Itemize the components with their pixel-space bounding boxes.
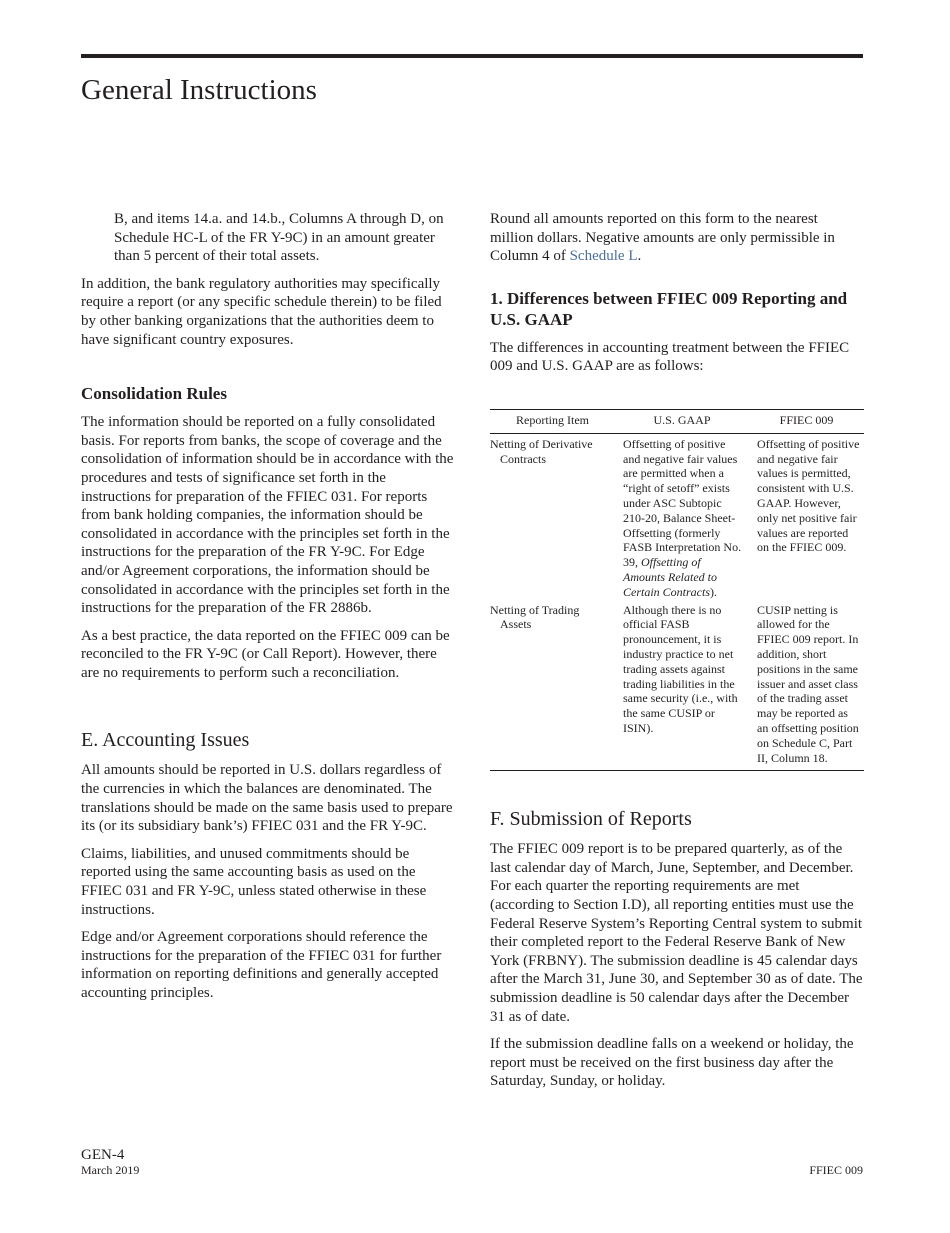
gaap-text-end: ).	[710, 584, 718, 599]
right-column	[490, 210, 864, 1100]
submission-paragraph-1: The FFIEC 009 report is to be prepared quarterly, as of the last calendar day of March, June, September, and December. For each quarter the reporting requirements are met (according to Section I.D), all reporting entities must use the Federal Reserve System’s Reporting Central system to submit their completed report to the Federal Reserve Bank of New York (FRBNY). The submission deadline is 45 calendar days after the March 31, June 30, and September 30 as of date. The submission deadline is 50 calendar days after the December 31 as of date.	[490, 841, 863, 1025]
rounding-end: .	[637, 248, 642, 265]
section-f-heading: F. Submission of Reports	[490, 808, 692, 831]
table-row	[490, 433, 864, 599]
accounting-paragraph-2: Claims, liabilities, and unused commitments should be reported using the same accounting basis as used on the FFIEC 031 and FR Y-9C, unless stated otherwise in these instructions.	[81, 845, 427, 918]
table-cell-item: Netting of Derivative Contracts	[490, 436, 593, 466]
consolidation-paragraph-2: As a best practice, the data reported on the FFIEC 009 can be reconciled to the FR Y-9C (or Call Report). However, there are no requirements to perform such a reconciliation.	[81, 627, 450, 681]
table-header-row	[490, 409, 864, 433]
footer-date: March 2019	[81, 1163, 140, 1177]
column-header-ffiec-009: FFIEC 009	[749, 409, 864, 433]
accounting-paragraph-3: Edge and/or Agreement corporations should reference the instructions for the preparation of the FFIEC 031 for further information on reporting definitions and generally accepted accounting principles.	[81, 929, 442, 1001]
column-header-us-gaap: U.S. GAAP	[615, 409, 749, 433]
consolidation-paragraph-1: The information should be reported on a fully consolidated basis. For reports from banks, the scope of coverage and the consolidation of information should be in accordance with the procedures and tests of significance set forth in the instructions for preparation of the FFIEC 031. For reports from bank holding companies, the information should be consolidated in accordance with the principles set forth in the instructions for the preparation of the FR Y-9C. For Edge and/or Agreement corporations, the information should be consolidated in accordance with the principles set forth in the instructions for the preparation of the FR 2886b.	[81, 414, 454, 617]
table-cell-gaap	[615, 433, 749, 599]
footer-left	[81, 1147, 139, 1177]
left-column	[81, 210, 455, 1012]
submission-paragraph-2: If the submission deadline falls on a weekend or holiday, the report must be received on the first business day after the Saturday, Sunday, or holiday.	[490, 1036, 854, 1090]
column-header-reporting-item: Reporting Item	[490, 409, 615, 433]
differences-table	[490, 409, 864, 771]
addition-paragraph: In addition, the bank regulatory authorities may specifically require a report (or any specific schedule therein) to be filed by other banking organizations that the authorities deem to have significant country exposures.	[81, 275, 442, 348]
continuation-paragraph: B, and items 14.a. and 14.b., Columns A through D, on Schedule HC-L of the FR Y-9C) in an amount greater than 5 percent of their total assets.	[114, 211, 444, 265]
consolidation-rules-heading: Consolidation Rules	[81, 384, 227, 404]
table-row	[490, 600, 864, 771]
footer-form-name: FFIEC 009	[809, 1163, 863, 1177]
gaap-italic-title: Offsetting of Amounts Related to Certain Contracts	[623, 555, 717, 599]
table-cell-gaap: Although there is no official FASB pronouncement, it is industry practice to net trading assets against trading liabilities in the same security (i.e., with the same CUSIP or ISIN).	[615, 600, 749, 771]
section-e-heading: E. Accounting Issues	[81, 729, 250, 752]
table-cell-ffiec: CUSIP netting is allowed for the FFIEC 009 report. In addition, short positions in the same issuer and asset class of the trading asset may be reported as an offsetting position on Schedule C, Part II, Column 18.	[749, 600, 864, 771]
header-rule	[81, 54, 863, 58]
accounting-paragraph-1: All amounts should be reported in U.S. dollars regardless of the currencies in which the balances are denominated. The translations should be made on the same basis used to prepare its (or its subsidiary bank’s) FFIEC 031 and the FR Y-9C.	[81, 762, 453, 835]
differences-intro: The differences in accounting treatment between the FFIEC 009 and U.S. GAAP are as follows:	[490, 339, 850, 375]
rounding-paragraph	[490, 210, 864, 266]
schedule-l-link[interactable]: Schedule L	[569, 248, 638, 265]
table-cell-item: Netting of Trading Assets	[490, 600, 615, 771]
page-number: GEN-4	[81, 1147, 125, 1163]
page-title: General Instructions	[81, 74, 317, 106]
gaap-text: Offsetting of positive and negative fair values are permitted when a “right of setoff” exists under ASC Subtopic 210-20, Balance Sheet-Offsetting (formerly FASB Interpretation No. 39,	[623, 436, 742, 570]
table-cell-ffiec: Offsetting of positive and negative fair values is permitted, consistent with U.S. GAAP. However, only net positive fair values are reported on the FFIEC 009.	[757, 436, 860, 555]
differences-heading: 1. Differences between FFIEC 009 Reporting and U.S. GAAP	[490, 288, 848, 329]
rounding-text: Round all amounts reported on this form to the nearest million dollars. Negative amounts are only permissible in Column 4 of	[490, 211, 835, 265]
